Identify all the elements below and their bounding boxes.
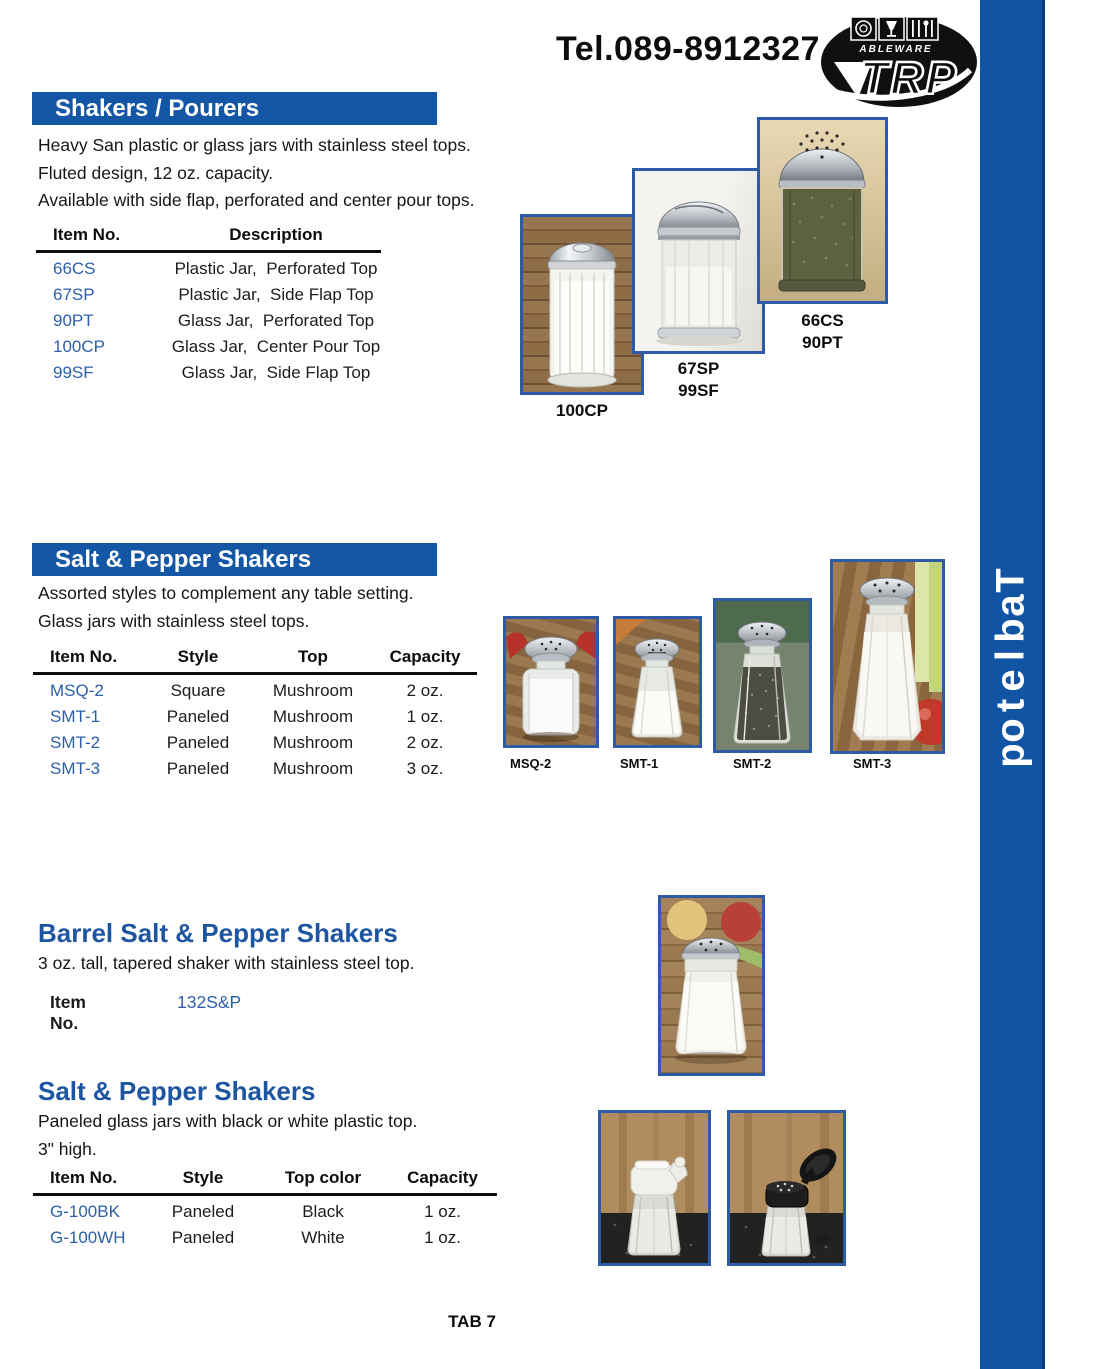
table-header-cell: Capacity [407,1168,478,1187]
table-header-cell: Item No. [50,1168,118,1187]
item-no-cell: 66CS [53,259,96,278]
capacity-cell: 3 oz. [406,759,444,778]
product-photo-66cs-90pt [757,117,888,304]
section-title-barrel: Barrel Salt & Pepper Shakers [38,918,398,948]
item-no-cell: SMT-1 [50,707,101,726]
section-title-paneled: Salt & Pepper Shakers [38,1076,316,1106]
brand-logo [820,10,978,108]
description-cell: Glass Jar, Perforated Top [177,311,375,330]
style-cell: Square [170,681,226,700]
item-no-cell: G-100WH [50,1228,126,1247]
logo-subbrand: ABLEWARE [859,44,933,55]
table-row [36,308,381,334]
paneled-table [33,1165,497,1251]
table-rule [33,1193,497,1196]
photo-label-smt-3: SMT-3 [853,756,892,771]
photo-label-67sp-99sf: 67SP 99SF [677,359,720,400]
table-row [33,730,477,756]
table-row [36,256,381,282]
top-cell: Mushroom [272,733,354,752]
top-color-cell: Black [302,1202,344,1221]
section-description: 3 oz. tall, tapered shaker with stainless steel top. [38,953,415,973]
section-description: Heavy San plastic or glass jars with stainless steel tops. Fluted design, 12 oz. capacity. Available with side flap, perforated and center pour tops. [38,135,475,210]
photo-label-66cs-90pt: 66CS 90PT [801,311,844,352]
style-cell: Paneled [166,759,230,778]
phone-number: Tel.089-8912327 [556,30,820,68]
item-no-cell: G-100BK [50,1202,120,1221]
table-row [36,282,381,308]
item-no-cell: 100CP [53,337,105,356]
table-header-cell: Top color [284,1168,362,1187]
product-photo-67sp-99sf [632,168,765,354]
item-no-cell: SMT-3 [50,759,101,778]
capacity-cell: 1 oz. [406,707,444,726]
item-no-label: Item No. [50,992,86,1033]
item-no-cell: MSQ-2 [50,681,104,700]
description-cell: Glass Jar, Center Pour Top [171,337,381,356]
photo-label-msq-2: MSQ-2 [510,756,552,771]
style-cell: Paneled [171,1228,235,1247]
product-photo-smt-2 [713,598,812,753]
logo-brand: TRP [860,52,958,104]
item-no-value: 132S&P [177,992,242,1012]
top-cell: Mushroom [272,707,354,726]
table-row [33,678,477,704]
style-cell: Paneled [171,1202,235,1221]
description-cell: Glass Jar, Side Flap Top [181,363,371,382]
table-header-cell: Top [298,647,328,666]
style-cell: Paneled [166,707,230,726]
wine-glass-icon [879,17,904,40]
item-no-cell: 67SP [53,285,95,304]
table-header-cell: Capacity [389,647,461,666]
capacity-cell: 1 oz. [424,1228,461,1247]
table-row [36,360,381,386]
top-cell: Mushroom [272,681,354,700]
salt-pepper-table [33,644,477,782]
table-header-cell: Style [177,647,219,666]
product-photo-smt-1 [613,616,702,748]
cutlery-icon [907,17,938,40]
top-color-cell: White [301,1228,345,1247]
table-row [36,334,381,360]
photo-label-100cp: 100CP [556,401,608,420]
shakers-pourers-table [36,222,381,386]
capacity-cell: 2 oz. [406,733,444,752]
section-description: Paneled glass jars with black or white plastic top. 3" high. [38,1111,418,1159]
product-photo-g100bk [727,1110,846,1266]
section-description: Assorted styles to complement any table setting. Glass jars with stainless steel tops. [38,583,414,631]
table-row [33,1199,497,1225]
page-number: TAB 7 [448,1312,496,1331]
table-row [33,1225,497,1251]
description-cell: Plastic Jar, Side Flap Top [178,285,374,304]
table-row [33,756,477,782]
capacity-cell: 1 oz. [424,1202,461,1221]
table-header-cell: Item No. [50,647,118,666]
product-photo-g100wh [598,1110,711,1266]
table-header-cell: Style [182,1168,224,1187]
photo-label-smt-1: SMT-1 [620,756,659,771]
item-no-cell: 90PT [53,311,94,330]
product-photo-msq-2 [503,616,599,748]
item-no-cell: SMT-2 [50,733,101,752]
top-cell: Mushroom [272,759,354,778]
product-photo-132sp [658,895,765,1076]
product-photo-smt-3 [830,559,945,754]
table-row [33,704,477,730]
style-cell: Paneled [166,733,230,752]
table-header-cell: Item No. [53,225,121,244]
plate-icon [851,17,876,40]
description-cell: Plastic Jar, Perforated Top [174,259,378,278]
side-tab-label: T a b l e t o p [988,568,1033,768]
tabletop-side-tab [980,0,1045,1369]
photo-label-smt-2: SMT-2 [733,756,772,771]
capacity-cell: 2 oz. [406,681,444,700]
section-header-shakers-pourers: Shakers / Pourers [32,92,437,125]
table-header-cell: Description [229,225,323,244]
table-rule [33,672,477,675]
section-header-salt-pepper: Salt & Pepper Shakers [32,543,437,576]
table-rule [36,250,381,253]
item-no-cell: 99SF [53,363,94,382]
product-photo-100cp [520,214,644,395]
